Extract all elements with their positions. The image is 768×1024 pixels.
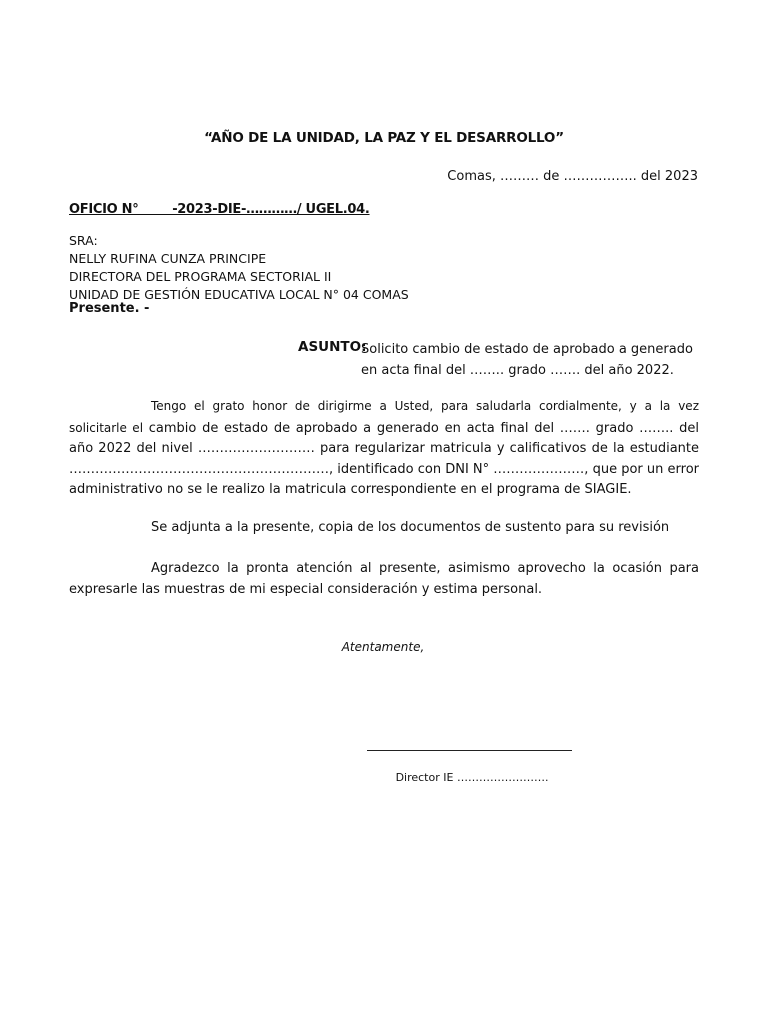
closing-text bbox=[0, 640, 768, 654]
recipient-block bbox=[69, 232, 409, 304]
closing-label: Atentamente, bbox=[341, 640, 425, 654]
signature-line bbox=[367, 750, 572, 751]
body-paragraph-1 bbox=[69, 396, 699, 501]
presente-label: Presente. - bbox=[69, 301, 150, 316]
recipient-name: NELLY RUFINA CUNZA PRINCIPE bbox=[69, 251, 267, 266]
asunto-text: Solicito cambio de estado de aprobado a generado en acta final del …….. grado ……. del año 2022. bbox=[361, 342, 693, 378]
recipient-salutation: SRA: bbox=[69, 233, 98, 248]
oficio-reference: OFICIO N° -2023-DIE-…………/ UGEL.04. bbox=[69, 202, 370, 217]
asunto-label: ASUNTO: bbox=[298, 339, 367, 355]
signer-title: Director IE ……………………. bbox=[395, 771, 549, 784]
recipient-position: DIRECTORA DEL PROGRAMA SECTORIAL II bbox=[69, 269, 332, 284]
year-title: “AÑO DE LA UNIDAD, LA PAZ Y EL DESARROLLO” bbox=[204, 130, 564, 146]
date-line: Comas, ……… de …………….. del 2023 bbox=[447, 169, 698, 184]
body-paragraph-3: Agradezco la pronta atención al presente, asimismo aprovecho la ocasión para expresarle las muestras de mi especial consideración y estima personal. bbox=[69, 561, 699, 597]
paragraph-1-lead: Tengo el grato honor de dirigirme a Usted, para saludarla cordialmente, y a la vez solicitarle el bbox=[69, 399, 699, 435]
body-paragraph-2: Se adjunta a la presente, copia de los documentos de sustento para su revisión bbox=[151, 520, 670, 535]
paragraph-1-rest: cambio de estado de aprobado a generado en acta final del ……. grado …….. del año 2022 del nivel ……………………… para regularizar matricula y calificativos de la estudiante ……………………………………………………, identificado con DNI N° …………………, que por un error administrativo no se le realizo la matricula correspondiente en el programa de SIAGIE. bbox=[69, 420, 699, 497]
recipient-institution: UNIDAD DE GESTIÓN EDUCATIVA LOCAL N° 04 COMAS bbox=[69, 287, 409, 302]
